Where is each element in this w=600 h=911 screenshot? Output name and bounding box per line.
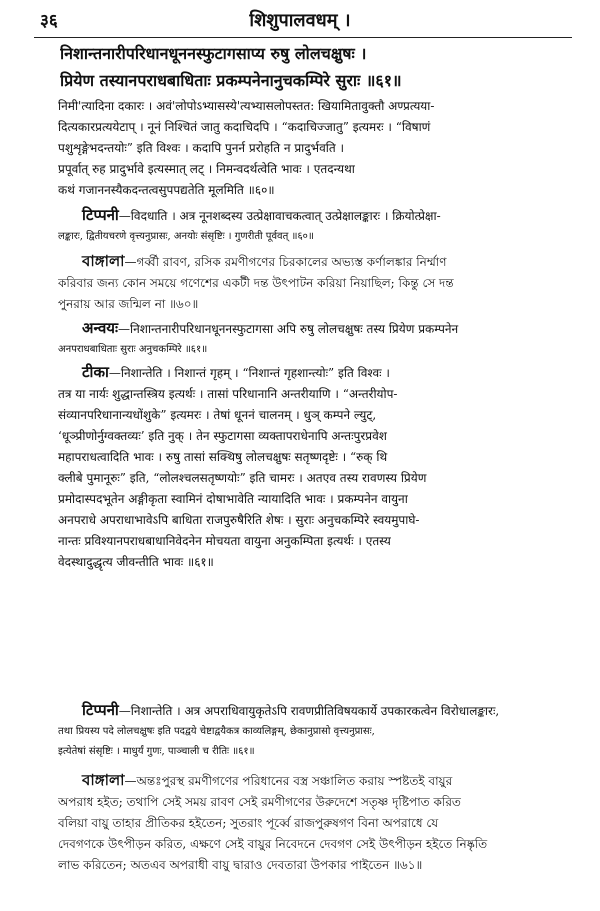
tika-line: संव्यानपरिधानान्यधोंशुके” इत्यमरः । तेषां धूननं चालनम् । धुञ् कम्पने ल्युट्, bbox=[58, 408, 377, 422]
verse-line: निशान्तनारीपरिधानधूननस्फुटागसाप्य रुषु लोलचक्षुषः । bbox=[60, 44, 367, 63]
tippani-text: —विदधाति । अत्र नूनशब्दस्य उत्प्रेक्षावाचकत्वात् उत्प्रेक्षालङ्कारः । क्रियोत्प्रेक्षा- bbox=[118, 209, 441, 223]
tippani-line: तथा प्रियस्य पदे लोलचक्षुषः इति पदद्वये चेष्टाद्वयैकत्र काव्यलिङ्गम्, छेकानुप्रासो वृत्त्यनुप्रासः, bbox=[58, 726, 375, 737]
tippani-line: लङ्कारः, द्वितीयचरणे वृत्त्यनुप्रासः, अनयोः संसृष्टिः । गुणरीती पूर्ववत् ॥६०॥ bbox=[58, 231, 314, 242]
page-header bbox=[0, 6, 600, 30]
tippani-line bbox=[58, 700, 574, 722]
tika-line: क्लीबे पुमानूरुः” इति, “लोलश्चलसतृष्णयोः” इति चामरः । अतएव तस्य रावणस्य प्रियेण bbox=[58, 471, 427, 485]
commentary-section bbox=[58, 96, 574, 201]
bangla-line: অপরাধ হইত; তথাপি সেই সময় রাবণ সেই রমণীগণের উরুদেশে সতৃষ্ণ দৃষ্টিপাত করিত bbox=[58, 795, 461, 809]
commentary-line: निमी'त्यादिना दकारः । अवं'लोपोऽभ्यासस्ये'त्यभ्यासलोपस्तत: खियामितावुक्तौ अण्प्रत्यया- bbox=[58, 99, 435, 113]
tippani-line bbox=[58, 205, 574, 227]
bangla-label: বাঙ্গালা bbox=[82, 252, 125, 270]
bangla-line: পুনরায় আর জন্মিল না ॥৬০॥ bbox=[58, 297, 199, 311]
commentary-line: पशुशृङ्गेभदन्तयोः” इति विश्वः । कदापि पुनर्न प्ररोहति न प्रादुर्भवति । bbox=[58, 141, 345, 155]
tika-line: प्रमोदास्पदभूतेन अङ्गीकृता स्वामिनं दोषाभावेति न्यायादिति भावः । प्रकम्पनेन वायुना bbox=[58, 492, 408, 506]
bangla-line: লাভ করিতেন; অতএব অপরাধী বায়ু দ্বারাও দেবতারা উপকার পাইতেন ॥৬১॥ bbox=[58, 858, 423, 872]
tika-line: अनपराधे अपराधाभावेऽपि बाधिता राजपुरुषैरिति शेषः । सुराः अनुचकम्पिरे स्वयमुपाघे- bbox=[58, 513, 420, 527]
verse-line: प्रियेण तस्यानपराधबाधिताः प्रकम्पनेनानुचकम्पिरे सुराः ॥६१॥ bbox=[60, 71, 402, 90]
tika-line: तत्र या नार्यः शुद्धान्तस्त्रिय इत्यर्थः । तासां परिधानानि अन्तरीयाणि । “अन्तरीयोप- bbox=[58, 387, 398, 401]
tippani-section bbox=[58, 700, 574, 762]
bangla-label: বাঙ্গালা bbox=[82, 771, 125, 789]
tika-section bbox=[58, 362, 574, 573]
tippani-label: टिप्पनी bbox=[82, 701, 119, 719]
anvaya-line bbox=[58, 318, 574, 340]
tika-line: वेदस्थादुद्धृत्य जीवन्तीति भावः ॥६१॥ bbox=[58, 555, 214, 569]
running-title: शिशुपालवधम् । bbox=[249, 10, 351, 31]
page-number: ३६ bbox=[40, 11, 58, 31]
anvaya-text: —निशान्तनारीपरिधानधूननस्फुटागसा अपि रुषु लोलचक्षुषः तस्य प्रियेण प्रकम्पनेन bbox=[118, 322, 459, 336]
anvaya-line: अनपराधबाधिताः सुराः अनुचकम्पिरे ॥६१॥ bbox=[58, 344, 208, 355]
tika-line: महापराधत्वादिति भावः । रुषु तासां सक्थिषु लोलचक्षुषः सतृष्णदृष्टेः । “रुक् थि bbox=[58, 450, 388, 464]
header-rule bbox=[34, 37, 572, 38]
tika-line: ‘धूञ्प्रीणोर्नुग्वक्तव्यः’ इति नुक् । तेन स्फुटागसा व्यक्तापराधेनापि अन्तःपुरप्रवेश bbox=[58, 429, 387, 443]
bangla-line: দেবগণকে উৎপীড়ন করিত, এক্ষণে সেই বায়ুর নিবেদনে দেবগণ সেই উৎপীড়ন হইতে নিষ্কৃতি bbox=[58, 837, 488, 851]
bangla-line bbox=[58, 770, 574, 792]
anvaya-label: अन्वयः bbox=[82, 319, 119, 337]
commentary-line: प्रपूर्वात् रुह प्रादुर्भावे इत्यस्मात् लट् । निमन्वदर्थत्वेति भावः । एतदन्यथा bbox=[58, 162, 355, 176]
bangla-section bbox=[58, 770, 574, 876]
tika-text: —निशान्तेति । निशान्तं गृहम् । “निशान्तं गृहशान्त्योः” इति विश्वः । bbox=[108, 366, 390, 380]
bangla-text: —অন্তঃপুরস্থ রমণীগণের পরিধানের বস্ত্র সঞ্চালিত করায় স্পষ্টতই বায়ুর bbox=[124, 774, 453, 788]
tippani-line: इत्येतेषां संसृष्टिः । माधुर्यं गुणः, पाञ्चाली च रीतिः ॥६१॥ bbox=[58, 746, 255, 757]
tippani-text: —निशान्तेति । अत्र अपराधिवायुकृतेऽपि रावणप्रीतिविषयकार्ये उपकारकत्वेन विरोधालङ्कारः, bbox=[118, 704, 500, 718]
tippani-section bbox=[58, 205, 574, 247]
bangla-line: বলিয়া বায়ু তাহার প্রীতিকর হইতেন; সুতরাং পূর্ব্বে রাজপুরুষগণ বিনা অপরাধে যে bbox=[58, 816, 439, 830]
anvaya-section bbox=[58, 318, 574, 360]
bangla-line: করিবার জন্য কোন সময়ে গণেশের একটী দন্ত উৎপাটন করিয়া নিয়াছিল; কিন্তু সে দন্ত bbox=[58, 276, 454, 290]
commentary-line: कथं गजाननस्यैकदन्तत्वसुपपद्यतेति मूलमिति ॥६०॥ bbox=[58, 183, 275, 197]
commentary-line: दित्यकारप्रत्ययेटाप् । नूनं निश्चितं जातु कदाचिदपि । “कदाचिज्जातु” इत्यमरः । “विषाणं bbox=[58, 120, 431, 134]
tika-line: नान्तः प्रविश्यानपराधबाधानिवेदनेन मोचयता वायुना अनुकम्पिता इत्यर्थः । एतस्य bbox=[58, 534, 391, 548]
tika-line bbox=[58, 362, 574, 384]
verse bbox=[60, 40, 570, 94]
tippani-label: टिप्पनी bbox=[82, 206, 119, 224]
bangla-text: —গর্ব্বী রাবণ, রসিক রমণীগণের চিরকালের অভ্যস্ত কর্ণালঙ্কার নির্ম্মাণ bbox=[124, 255, 447, 269]
bangla-line bbox=[58, 251, 574, 273]
tika-label: टीका bbox=[82, 363, 109, 381]
bangla-section bbox=[58, 251, 574, 315]
